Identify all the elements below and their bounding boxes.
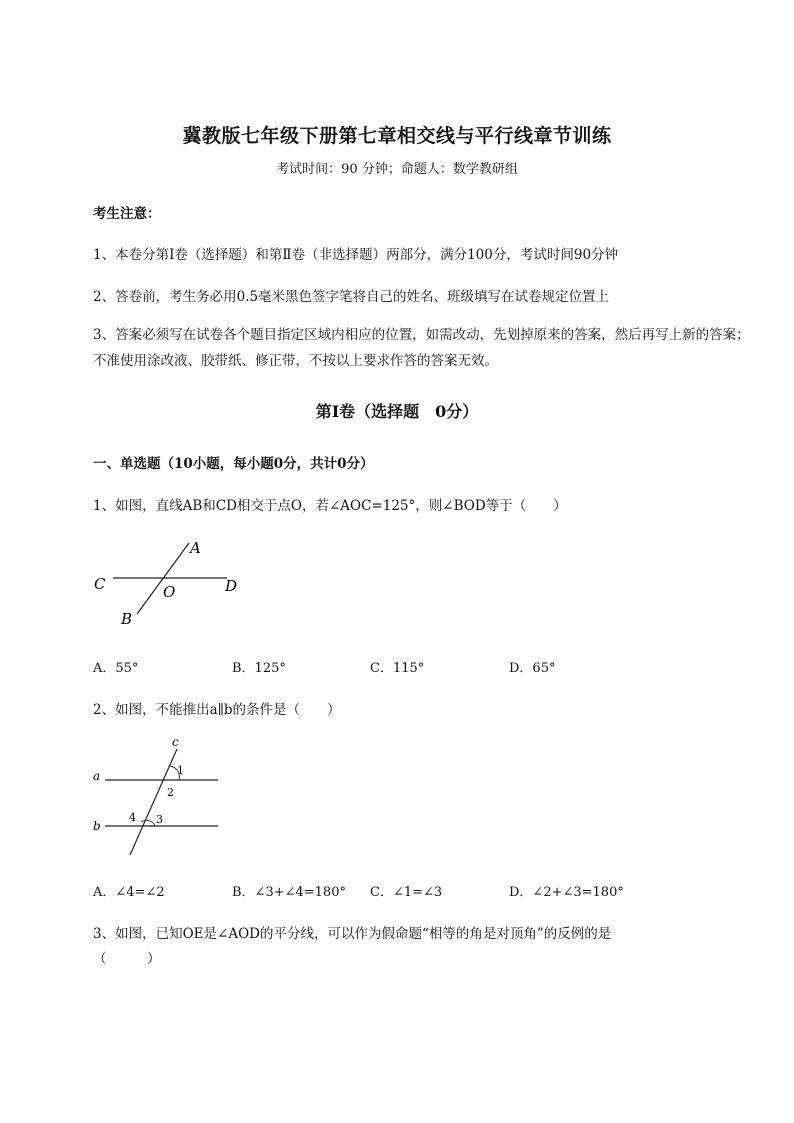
question-2-option-a: A．∠4=∠2 [93,885,165,900]
question-2-option-c: C．∠1=∠3 [370,885,443,900]
exam-info: 考试时间：90 分钟；命题人：数学教研组 [276,162,518,177]
label-a: a [93,769,101,783]
page-title: 冀教版七年级下册第七章相交线与平行线章节训练 [182,125,612,147]
notice-item-3: 3、答案必须写在试卷各个题目指定区域内相应的位置，如需改动，先划掉原来的答案，然后再写上新的答案；不准使用涂改液、胶带纸、修正带，不按以上要求作答的答案无效。 [93,327,750,369]
question-1-option-a: A．55° [93,661,139,676]
question-2-option-b: B．∠3+∠4=180° [232,885,346,900]
angle-label-2: 2 [167,786,174,799]
notice-item-1: 1、本卷分第Ⅰ卷（选择题）和第Ⅱ卷（非选择题）两部分，满分100分，考试时间90分钟 [93,247,619,263]
question-1-option-c: C．115° [370,661,425,676]
label-c: C [94,575,106,593]
question-2-figure [85,735,230,860]
angle-label-3: 3 [156,813,163,826]
part-heading: 一、单选题（10小题，每小题0分，共计0分） [93,456,374,472]
label-b: B [121,610,133,628]
question-1-option-b: B．125° [232,661,286,676]
label-b: b [93,819,101,833]
angle-3-arc [150,821,155,826]
label-d: D [225,577,238,595]
question-1-option-d: D．65° [509,661,556,676]
question-1-figure [85,535,255,630]
angle-label-1: 1 [177,764,184,777]
section-title: 第Ⅰ卷（选择题 0分） [315,402,479,421]
question-1-stem: 1、如图，直线AB和CD相交于点O，若∠AOC=125°，则∠BOD等于（ ） [93,498,567,514]
question-3-stem: 3、如图，已知OE是∠AOD的平分线，可以作为假命题“相等的角是对顶角”的反例的是 [93,926,612,942]
angle-label-4: 4 [129,811,136,824]
label-a: A [190,539,201,557]
label-o: O [163,583,176,601]
notice-heading: 考生注意： [93,206,161,222]
question-3-answer-blank: （ ） [93,951,161,967]
question-2-stem: 2、如图，不能推出a∥b的条件是（ ） [93,702,341,718]
notice-item-2: 2、答卷前，考生务必用0.5毫米黑色签字笔将自己的姓名、班级填写在试卷规定位置上 [93,289,610,305]
label-c: c [172,735,179,749]
question-2-option-d: D．∠2+∠3=180° [509,885,624,900]
line-c [130,749,177,855]
